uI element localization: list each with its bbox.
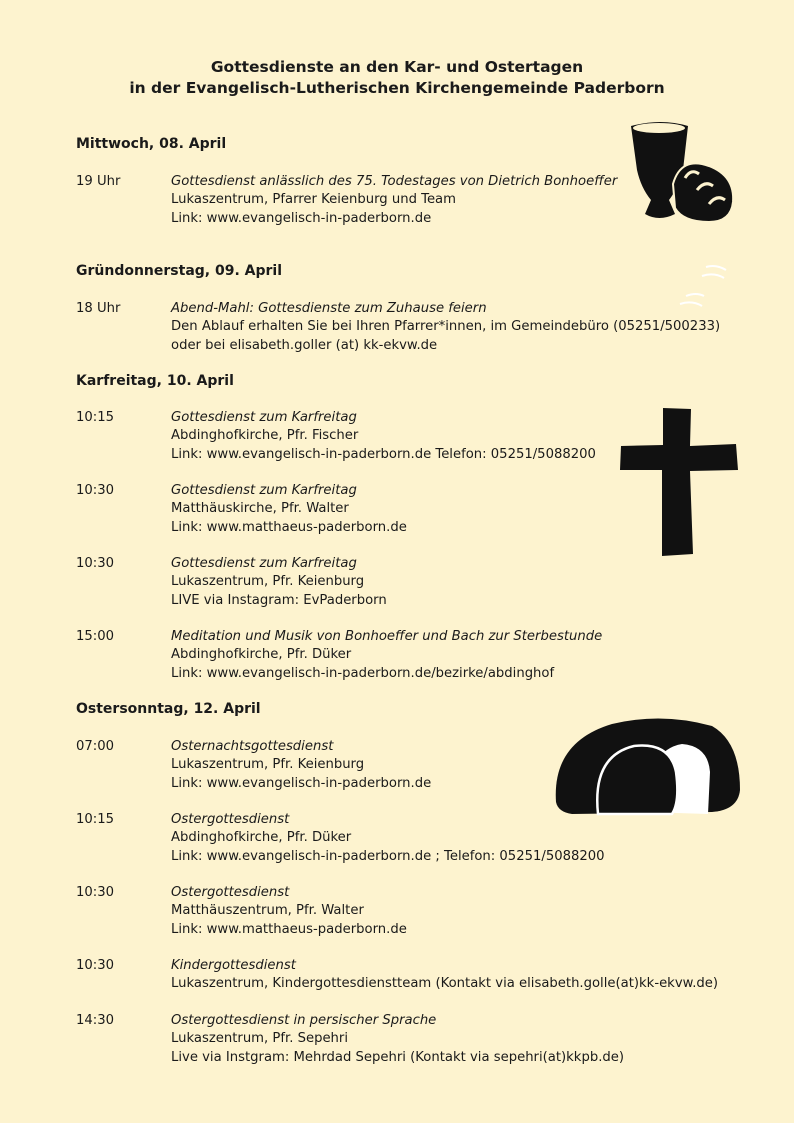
day-heading-karfreitag: Karfreitag, 10. April bbox=[76, 373, 234, 389]
event-time: 10:30 bbox=[76, 556, 115, 571]
chalice-and-bread-icon bbox=[625, 118, 740, 228]
event-location: Lukaszentrum, Pfr. Sepehri bbox=[171, 1031, 349, 1047]
event-info: Den Ablauf erhalten Sie bei Ihren Pfarrer*innen, im Gemeindebüro (05251/500233) bbox=[171, 319, 721, 335]
event-link[interactable]: Link: www.evangelisch-in-paderborn.de bbox=[171, 775, 432, 791]
event-title: Meditation und Musik von Bonhoeffer und Bach zur Sterbestunde bbox=[171, 629, 603, 644]
event-location: Lukaszentrum, Kindergottesdienstteam (Kontakt via elisabeth.golle(at)kk-ekvw.de) bbox=[171, 976, 719, 992]
event-title: Gottesdienst zum Karfreitag bbox=[171, 556, 357, 571]
event-location: Lukaszentrum, Pfr. Keienburg bbox=[171, 757, 365, 773]
event-location: Matthäuszentrum, Pfr. Walter bbox=[171, 903, 364, 919]
event-link[interactable]: Link: www.matthaeus-paderborn.de bbox=[171, 519, 407, 535]
event-time: 18 Uhr bbox=[76, 301, 121, 316]
event-title: Ostergottesdienst bbox=[171, 885, 290, 900]
event-title: Ostergottesdienst in persischer Sprache bbox=[171, 1013, 437, 1028]
event-link[interactable]: LIVE via Instagram: EvPaderborn bbox=[171, 592, 387, 608]
event-title: Kindergottesdienst bbox=[171, 958, 296, 973]
steam-icon bbox=[676, 262, 731, 310]
event-title: Gottesdienst zum Karfreitag bbox=[171, 483, 357, 498]
event-location: Matthäuskirche, Pfr. Walter bbox=[171, 501, 349, 517]
day-heading-mittwoch: Mittwoch, 08. April bbox=[76, 136, 227, 152]
day-heading-gruendonnerstag: Gründonnerstag, 09. April bbox=[76, 263, 283, 279]
day-heading-ostersonntag: Ostersonntag, 12. April bbox=[76, 701, 261, 717]
event-location: Lukaszentrum, Pfarrer Keienburg und Team bbox=[171, 192, 456, 208]
event-link[interactable]: Live via Instgram: Mehrdad Sepehri (Kontakt via sepehri(at)kkpb.de) bbox=[171, 1049, 625, 1065]
event-time: 10:30 bbox=[76, 958, 115, 973]
event-link[interactable]: Link: www.evangelisch-in-paderborn.de ; Telefon: 05251/5088200 bbox=[171, 848, 605, 864]
event-link[interactable]: Link: www.matthaeus-paderborn.de bbox=[171, 921, 407, 937]
event-location: Abdinghofkirche, Pfr. Düker bbox=[171, 647, 352, 663]
event-contact: oder bei elisabeth.goller (at) kk-ekvw.de bbox=[171, 337, 438, 353]
event-time: 19 Uhr bbox=[76, 174, 121, 189]
event-time: 10:15 bbox=[76, 812, 115, 827]
event-time: 15:00 bbox=[76, 629, 115, 644]
title-line-1: Gottesdienste an den Kar- und Ostertagen bbox=[210, 58, 584, 76]
event-time: 07:00 bbox=[76, 739, 115, 754]
event-link[interactable]: Link: www.evangelisch-in-paderborn.de/bezirke/abdinghof bbox=[171, 665, 555, 681]
event-time: 10:30 bbox=[76, 483, 115, 498]
event-title: Gottesdienst zum Karfreitag bbox=[171, 410, 357, 425]
event-location: Abdinghofkirche, Pfr. Düker bbox=[171, 830, 352, 846]
event-title: Osternachtsgottesdienst bbox=[171, 739, 334, 754]
event-title: Gottesdienst anlässlich des 75. Todestages von Dietrich Bonhoeffer bbox=[171, 174, 618, 189]
title-line-2: in der Evangelisch-Lutherischen Kirchengemeinde Paderborn bbox=[129, 79, 665, 97]
event-time: 10:30 bbox=[76, 885, 115, 900]
event-link[interactable]: Link: www.evangelisch-in-paderborn.de bbox=[171, 210, 432, 226]
event-link[interactable]: Link: www.evangelisch-in-paderborn.de Telefon: 05251/5088200 bbox=[171, 446, 596, 462]
event-title: Ostergottesdienst bbox=[171, 812, 290, 827]
event-time: 14:30 bbox=[76, 1013, 115, 1028]
event-title: Abend-Mahl: Gottesdienste zum Zuhause feiern bbox=[171, 301, 487, 316]
event-location: Abdinghofkirche, Pfr. Fischer bbox=[171, 428, 359, 444]
cross-icon bbox=[618, 406, 740, 558]
empty-tomb-icon bbox=[552, 712, 742, 816]
event-location: Lukaszentrum, Pfr. Keienburg bbox=[171, 574, 365, 590]
event-time: 10:15 bbox=[76, 410, 115, 425]
page-title bbox=[0, 57, 794, 99]
